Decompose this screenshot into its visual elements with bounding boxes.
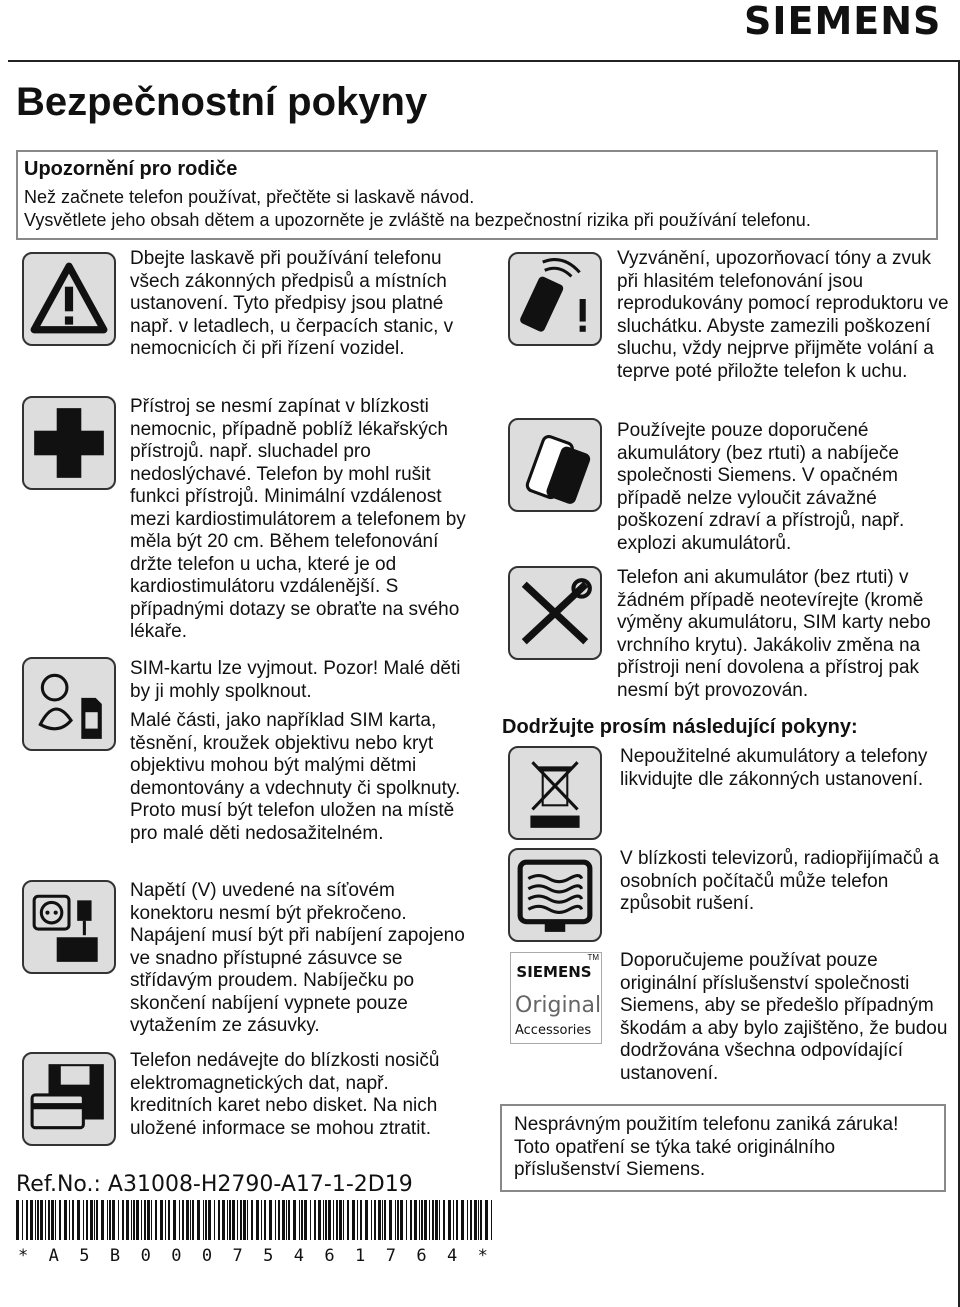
barcode — [16, 1200, 494, 1240]
barcode-bar — [410, 1200, 412, 1240]
barcode-bar — [395, 1200, 396, 1240]
barcode-char: A — [48, 1246, 59, 1266]
logo-original: Original — [515, 993, 602, 1018]
barcode-bar — [64, 1200, 67, 1240]
barcode-bar — [83, 1200, 84, 1240]
barcode-bar — [304, 1200, 307, 1240]
barcode-bar — [365, 1200, 368, 1240]
barcode-char: 4 — [293, 1246, 305, 1266]
barcode-bar — [318, 1200, 321, 1240]
barcode-char: 0 — [201, 1246, 213, 1266]
barcode-bar — [141, 1200, 142, 1240]
approved-batteries-text: Používejte pouze doporučené akumulátory (bez rtuti) a nabíječe společnosti Siemens. V opačném případě nelze vyloučit závažné poškození zdraví a přístrojů, např. explozi akumulátorů. — [617, 420, 905, 554]
barcode-bar — [240, 1200, 242, 1240]
barcode-bar — [69, 1200, 70, 1240]
barcode-bar — [232, 1200, 235, 1240]
barcode-bar — [384, 1200, 386, 1240]
barcode-bar — [72, 1200, 74, 1240]
barcode-bar — [77, 1200, 80, 1240]
barcode-bar — [299, 1200, 300, 1240]
original-accessories-logo — [510, 952, 602, 1044]
barcode-bar — [336, 1200, 338, 1240]
barcode-char: 4 — [446, 1246, 458, 1266]
warranty-box — [500, 1104, 946, 1192]
barcode-bar — [414, 1200, 417, 1240]
barcode-bar — [247, 1200, 248, 1240]
barcode-bar — [371, 1200, 372, 1240]
barcode-bar — [136, 1200, 139, 1240]
barcode-bar — [151, 1200, 152, 1240]
barcode-bar — [147, 1200, 150, 1240]
barcode-bar — [314, 1200, 316, 1240]
barcode-bar — [389, 1200, 392, 1240]
reference-number: Ref.No.: A31008-H2790-A17-1-2D19 — [16, 1172, 413, 1197]
barcode-bar — [229, 1200, 231, 1240]
barcode-bar — [275, 1200, 276, 1240]
header-rule — [8, 60, 960, 62]
floppy-card-icon — [22, 1052, 116, 1146]
barcode-bar — [435, 1200, 438, 1240]
barcode-bar — [131, 1200, 132, 1240]
power-outlet-icon — [22, 880, 116, 974]
barcode-bar — [30, 1200, 33, 1240]
do-not-open-text: Telefon ani akumulátor (bez rtuti) v žádném případě neotevírejte (kromě výměny akumulátoru, SIM karty nebo vrchního krytu). Jakákoliv změna na přístroji není dovolena a přístroj pak nesmí být provozován. — [617, 567, 931, 701]
barcode-bar — [424, 1200, 427, 1240]
barcode-bar — [352, 1200, 355, 1240]
phone-sound-icon — [508, 252, 602, 346]
barcode-char: 0 — [171, 1246, 182, 1266]
barcode-bar — [301, 1200, 303, 1240]
barcode-bar — [443, 1200, 445, 1240]
child-sim-icon — [22, 657, 116, 751]
barcode-bar — [155, 1200, 157, 1240]
follow-instructions-heading: Dodržujte prosím následující pokyny: — [502, 716, 858, 738]
barcode-bar — [96, 1200, 98, 1240]
barcode-bar — [264, 1200, 266, 1240]
battery-icon — [508, 418, 602, 512]
voltage-charging-text: Napětí (V) uvedené na síťovém konektoru nesmí být překročeno. Napájení musí být při nabíjení zapojeno ve snadno přístupné zásuvce se střídavým proudem. Nabíječku po skončení nabíjení vypnete pouze vytažením ze zásuvky. — [130, 880, 465, 1036]
barcode-bar — [122, 1200, 124, 1240]
barcode-bar — [218, 1200, 220, 1240]
barcode-bar — [485, 1200, 488, 1240]
barcode-bar — [45, 1200, 46, 1240]
barcode-bar — [378, 1200, 381, 1240]
disposal-text: Nepoužitelné akumulátory a telefony likvidujte dle zákonných ustanovení. — [620, 746, 928, 790]
barcode-bar — [214, 1200, 215, 1240]
barcode-bar — [243, 1200, 246, 1240]
barcode-bar — [432, 1200, 434, 1240]
barcode-bar — [323, 1200, 324, 1240]
barcode-bar — [107, 1200, 108, 1240]
barcode-bar — [168, 1200, 170, 1240]
barcode-bar — [205, 1200, 207, 1240]
barcode-bar — [51, 1200, 54, 1240]
barcode-bar — [48, 1200, 50, 1240]
tv-interference-icon — [508, 848, 602, 942]
barcode-bar — [269, 1200, 272, 1240]
barcode-bar — [461, 1200, 464, 1240]
no-tools-icon — [508, 566, 602, 660]
barcode-char: 5 — [263, 1246, 274, 1266]
barcode-bar — [419, 1200, 420, 1240]
page-title: Bezpečnostní pokyny — [16, 80, 428, 124]
barcode-bar — [26, 1200, 28, 1240]
barcode-bar — [456, 1200, 458, 1240]
barcode-bar — [144, 1200, 146, 1240]
barcode-bar — [293, 1200, 296, 1240]
medical-cross-icon — [22, 396, 116, 490]
medical-devices-text: Přístroj se nesmí zapínat v blízkosti nemocnic, případně poblíž lékařských přístrojů. např. sluchadel pro nedoslýchavé. Telefon by mohl rušit funkci přístrojů. Minimální vzdálenost mezi kardiostimulátorem a telefonem by měla být 20 cm. Během telefonování držte telefon u ucha, které je od kardiostimulátoru vzdálenější. S případnými dotazy se obraťte na svého lékaře. — [130, 396, 466, 642]
barcode-bar — [360, 1200, 362, 1240]
barcode-bar — [55, 1200, 56, 1240]
barcode-bar — [478, 1200, 479, 1240]
barcode-bar — [278, 1200, 280, 1240]
barcode-char: 6 — [416, 1246, 427, 1266]
barcode-bar — [192, 1200, 194, 1240]
barcode-bar — [491, 1200, 492, 1240]
barcode-char: 7 — [232, 1246, 243, 1266]
logo-brand: SIEMENS — [516, 963, 592, 981]
barcode-bar — [16, 1200, 19, 1240]
barcode-bar — [22, 1200, 23, 1240]
logo-accessories: Accessories — [515, 1023, 592, 1038]
barcode-char: B — [109, 1246, 121, 1266]
barcode-bar — [222, 1200, 225, 1240]
barcode-bar — [429, 1200, 430, 1240]
barcode-bar — [208, 1200, 211, 1240]
barcode-bar — [328, 1200, 331, 1240]
loud-ringtone-text: Vyzvánění, upozorňovací tóny a zvuk při hlasitém telefonování jsou reprodukovány pomocí reproduktoru ve sluchátku. Abyste zamezili poškození sluchu, vždy nejprve přijměte volání a teprve poté přiložte telefon k uchu. — [617, 248, 949, 382]
magnetic-media-text: Telefon nedávejte do blízkosti nosičů elektromagnetických dat, např. kreditních karet nebo disket. Na nich uložené informace se mohou ztratit. — [130, 1050, 440, 1139]
barcode-bar — [165, 1200, 166, 1240]
barcode-bar — [182, 1200, 184, 1240]
barcode-bar — [286, 1200, 287, 1240]
barcode-bar — [109, 1200, 111, 1240]
barcode-bar — [310, 1200, 311, 1240]
small-parts-text: Malé části, jako například SIM karta, těsnění, kroužek objektivu nebo kryt objektivu mohou být malými dětmi demontovány a vdechnuty či spolknuty. Proto musí být telefon uložen na místě pro malé děti nedosažitelném. — [130, 710, 461, 844]
barcode-digits — [18, 1246, 488, 1266]
barcode-bar — [86, 1200, 88, 1240]
original-accessories-text: Doporučujeme používat pouze originální příslušenství společnosti Siemens, aby se předešlo případným škodám a aby bylo zajištěno, že budou dodržována všechna odpovídající ustanovení. — [620, 950, 948, 1084]
siemens-logo: SIEMENS — [744, 0, 942, 43]
barcode-bar — [256, 1200, 259, 1240]
barcode-bar — [126, 1200, 129, 1240]
sim-card-warning-text: SIM-kartu lze vyjmout. Pozor! Malé děti by ji mohly spolknout. — [130, 658, 461, 702]
barcode-bar — [325, 1200, 327, 1240]
barcode-bar — [261, 1200, 262, 1240]
barcode-bar — [40, 1200, 43, 1240]
barcode-bar — [467, 1200, 468, 1240]
barcode-bar — [374, 1200, 376, 1240]
barcode-bar — [382, 1200, 383, 1240]
parents-notice-title: Upozornění pro rodiče — [24, 158, 238, 180]
barcode-char: 0 — [140, 1246, 151, 1266]
barcode-bar — [282, 1200, 285, 1240]
barcode-bar — [190, 1200, 191, 1240]
barcode-char: 5 — [79, 1246, 90, 1266]
barcode-bar — [470, 1200, 472, 1240]
barcode-char: 7 — [385, 1246, 396, 1266]
barcode-bar — [186, 1200, 189, 1240]
barcode-bar — [237, 1200, 238, 1240]
barcode-bar — [421, 1200, 423, 1240]
legal-regulations-text: Dbejte laskavě při používání telefonu všech zákonných předpisů a místních ustanovení. Tyto předpisy jsou platné např. v letadlech, u čerpacích stanic, v nemocnicích či při řízení vozidel. — [130, 248, 454, 359]
barcode-bar — [397, 1200, 399, 1240]
barcode-bar — [343, 1200, 344, 1240]
barcode-bar — [90, 1200, 93, 1240]
barcode-bar — [59, 1200, 61, 1240]
barcode-char: 1 — [355, 1246, 366, 1266]
warranty-text: Nesprávným použitím telefonu zaniká záruka! Toto opatření se týka také originálního příslušenství Siemens. — [514, 1114, 899, 1180]
logo-tm: TM — [587, 953, 599, 962]
barcode-bar — [474, 1200, 477, 1240]
barcode-bar — [448, 1200, 451, 1240]
barcode-bar — [227, 1200, 228, 1240]
barcode-bar — [480, 1200, 482, 1240]
barcode-bar — [37, 1200, 39, 1240]
barcode-bar — [347, 1200, 349, 1240]
warning-triangle-icon — [22, 252, 116, 346]
barcode-char: 6 — [324, 1246, 335, 1266]
barcode-bar — [251, 1200, 253, 1240]
barcode-bar — [453, 1200, 454, 1240]
parents-notice-line-1: Než začnete telefon používat, přečtěte si laskavě návod. — [24, 187, 475, 207]
barcode-bar — [94, 1200, 95, 1240]
barcode-bar — [400, 1200, 403, 1240]
tv-interference-text: V blízkosti televizorů, radiopřijímačů a osobních počítačů může telefon způsobit rušení. — [620, 848, 939, 914]
barcode-bar — [339, 1200, 342, 1240]
barcode-bar — [203, 1200, 204, 1240]
barcode-bar — [406, 1200, 407, 1240]
barcode-bar — [197, 1200, 200, 1240]
barcode-bar — [101, 1200, 104, 1240]
crossed-bin-icon — [508, 746, 602, 840]
barcode-bar — [439, 1200, 440, 1240]
barcode-bar — [35, 1200, 36, 1240]
parents-notice-box — [16, 150, 938, 240]
barcode-bar — [333, 1200, 334, 1240]
barcode-bar — [179, 1200, 180, 1240]
barcode-bar — [173, 1200, 176, 1240]
barcode-char: * — [18, 1246, 29, 1266]
barcode-bar — [112, 1200, 115, 1240]
barcode-bar — [357, 1200, 358, 1240]
barcode-bar — [133, 1200, 135, 1240]
parents-notice-line-2: Vysvětlete jeho obsah dětem a upozorněte je zvláště na bezpečnostní rizika při používání telefonu. — [24, 210, 811, 230]
barcode-bar — [118, 1200, 119, 1240]
barcode-bar — [160, 1200, 163, 1240]
barcode-bar — [288, 1200, 290, 1240]
barcode-char: * — [477, 1246, 488, 1266]
